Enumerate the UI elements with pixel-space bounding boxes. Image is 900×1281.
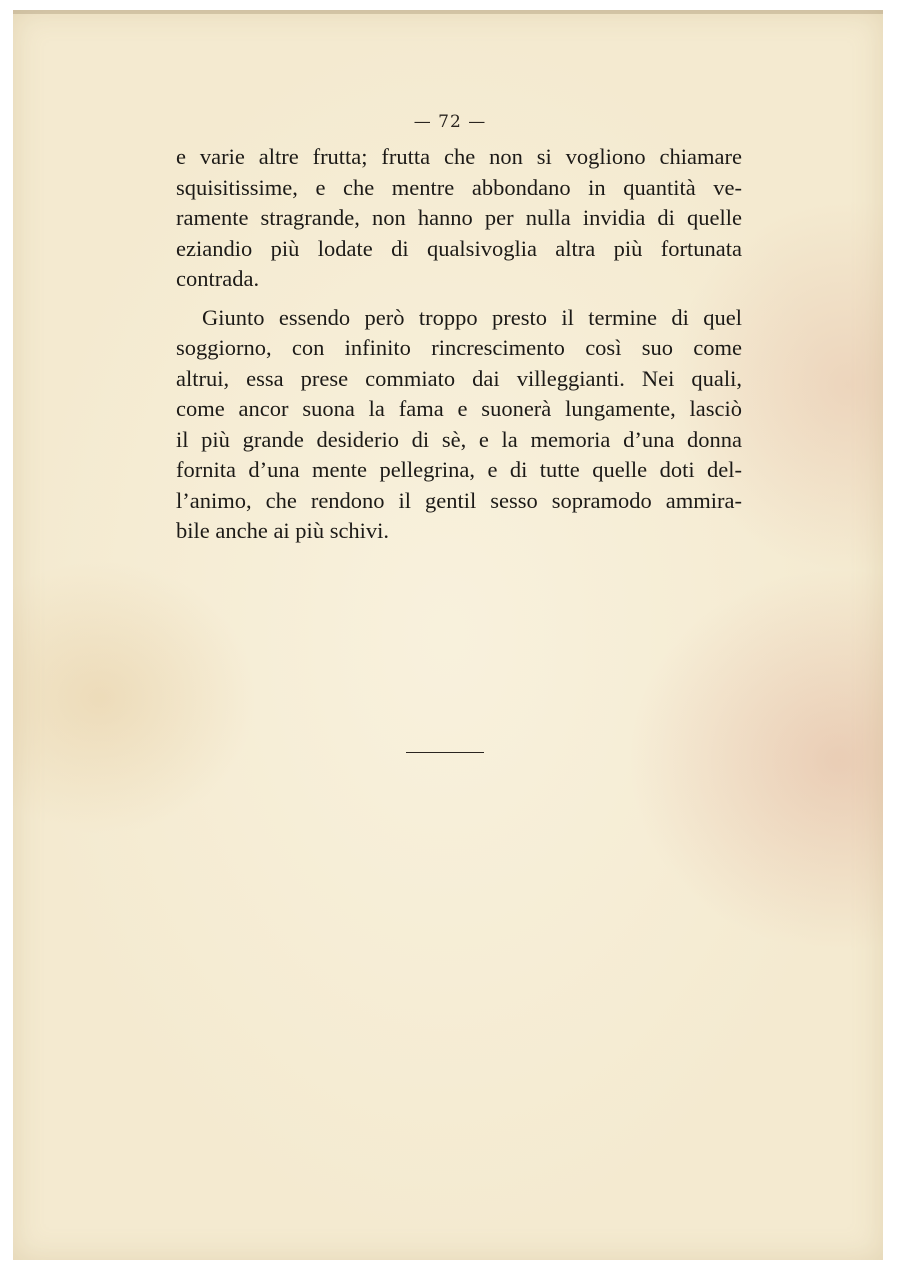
text-line: eziandio più lodate di qualsivoglia altra più fortunata (176, 235, 742, 261)
section-divider-rule (406, 752, 484, 753)
paragraph-1 (176, 142, 742, 295)
text-line: il più grande desiderio di sè, e la memoria d’una donna (176, 426, 742, 452)
paragraph-2 (176, 303, 742, 547)
page-number: — 72 — (413, 112, 487, 132)
text-line: ramente stragrande, non hanno per nulla invidia di quelle (176, 205, 742, 230)
text-line: fornita d’una mente pellegrina, e di tutte quelle doti del- (176, 457, 742, 482)
text-line: Giunto essendo però troppo presto il termine di quel (202, 304, 742, 330)
text-line: l’animo, che rendono il gentil sesso sopramodo ammira- (176, 487, 742, 513)
text-line: bile anche ai più schivi. (176, 518, 390, 543)
text-line: soggiorno, con infinito rincrescimento così suo come (176, 335, 742, 360)
text-line: come ancor suona la fama e suonerà lungamente, lasciò (176, 396, 742, 421)
paragraph-gap (176, 295, 742, 303)
text-line: altrui, essa prese commiato dai villeggianti. Nei quali, (176, 365, 742, 391)
page-top-edge (13, 10, 883, 14)
text-line: e varie altre frutta; frutta che non si vogliono chiamare (176, 144, 742, 169)
body-text (176, 142, 742, 547)
text-line: squisitissime, e che mentre abbondano in quantità ve- (176, 174, 742, 200)
text-line: contrada. (176, 266, 260, 291)
